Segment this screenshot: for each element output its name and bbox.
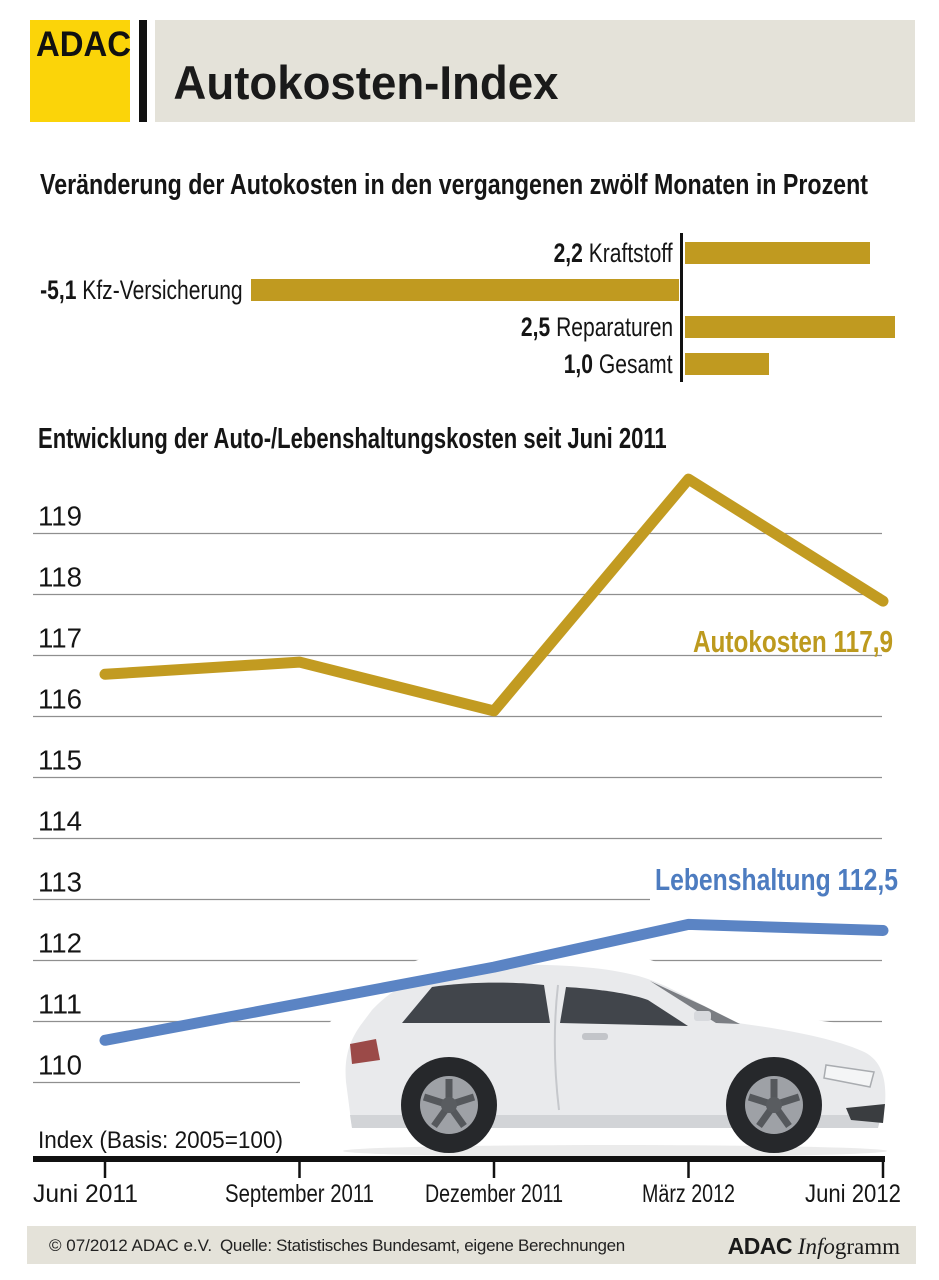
page-title: Autokosten-Index [173, 56, 559, 109]
bar-Reparaturen [685, 316, 895, 338]
bar-Kfz-Versicherung [251, 279, 679, 301]
autokosten-end-label: Autokosten 117,9 [693, 624, 893, 659]
bar-Kraftstoff [685, 242, 870, 264]
x-axis-label-4: Juni 2012 [805, 1180, 901, 1208]
y-axis-label-114: 114 [38, 805, 82, 837]
axis-note: Index (Basis: 2005=100) [38, 1127, 283, 1154]
bar-value: -5,1 [40, 275, 77, 305]
y-axis-label-119: 119 [38, 500, 82, 532]
x-axis-label-2: Dezember 2011 [425, 1180, 563, 1208]
footer-copyright: © 07/2012 ADAC e.V. [49, 1236, 213, 1255]
adac-logo [30, 20, 130, 122]
footer-brand-gramm: gramm [834, 1234, 900, 1259]
front-wheel [726, 1057, 822, 1153]
y-axis-label-113: 113 [38, 866, 82, 898]
bar-label-Kraftstoff: 2,2 Kraftstoff [553, 238, 673, 268]
adac-logo-text: ADAC [36, 25, 132, 64]
x-axis-label-1: September 2011 [225, 1180, 374, 1208]
bar-label-Gesamt: 1,0 Gesamt [564, 349, 673, 379]
footer-brand [728, 1226, 900, 1264]
bar-value: 2,5 [520, 312, 551, 342]
y-axis-label-117: 117 [38, 622, 82, 654]
x-axis-label-0: Juni 2011 [33, 1180, 138, 1208]
line-chart [0, 460, 939, 1225]
bar-Gesamt [685, 353, 769, 375]
y-axis-label-112: 112 [38, 927, 82, 959]
rear-wheel [401, 1057, 497, 1153]
bar-chart [0, 230, 939, 395]
bar-label-Reparaturen: 2,5 Reparaturen [520, 312, 673, 342]
footer-brand-info: Info [797, 1234, 835, 1259]
bar-label-Kfz-Versicherung: -5,1 Kfz-Versicherung [40, 275, 243, 305]
line-chart-title: Entwicklung der Auto-/Lebenshaltungskosten seit Juni 2011 [38, 423, 667, 455]
y-axis-label-111: 111 [38, 988, 82, 1020]
bar-chart-axis [680, 233, 683, 382]
bar-value: 1,0 [564, 349, 594, 379]
header-title-box [155, 20, 915, 122]
footer-source: Quelle: Statistisches Bundesamt, eigene Berechnungen [220, 1236, 625, 1255]
bar-value: 2,2 [553, 238, 584, 268]
footer-brand-adac: ADAC [727, 1233, 793, 1259]
lebenshaltung-end-label: Lebenshaltung 112,5 [655, 862, 898, 897]
y-axis-label-116: 116 [38, 683, 82, 715]
y-axis-label-110: 110 [38, 1049, 82, 1081]
x-axis-line [33, 1156, 885, 1162]
y-axis-label-118: 118 [38, 561, 82, 593]
x-axis-label-3: März 2012 [642, 1180, 735, 1208]
y-axis-label-115: 115 [38, 744, 82, 776]
footer-bar [27, 1226, 916, 1264]
header-divider [139, 20, 147, 122]
bar-chart-title: Veränderung der Autokosten in den vergangenen zwölf Monaten in Prozent [40, 169, 868, 201]
